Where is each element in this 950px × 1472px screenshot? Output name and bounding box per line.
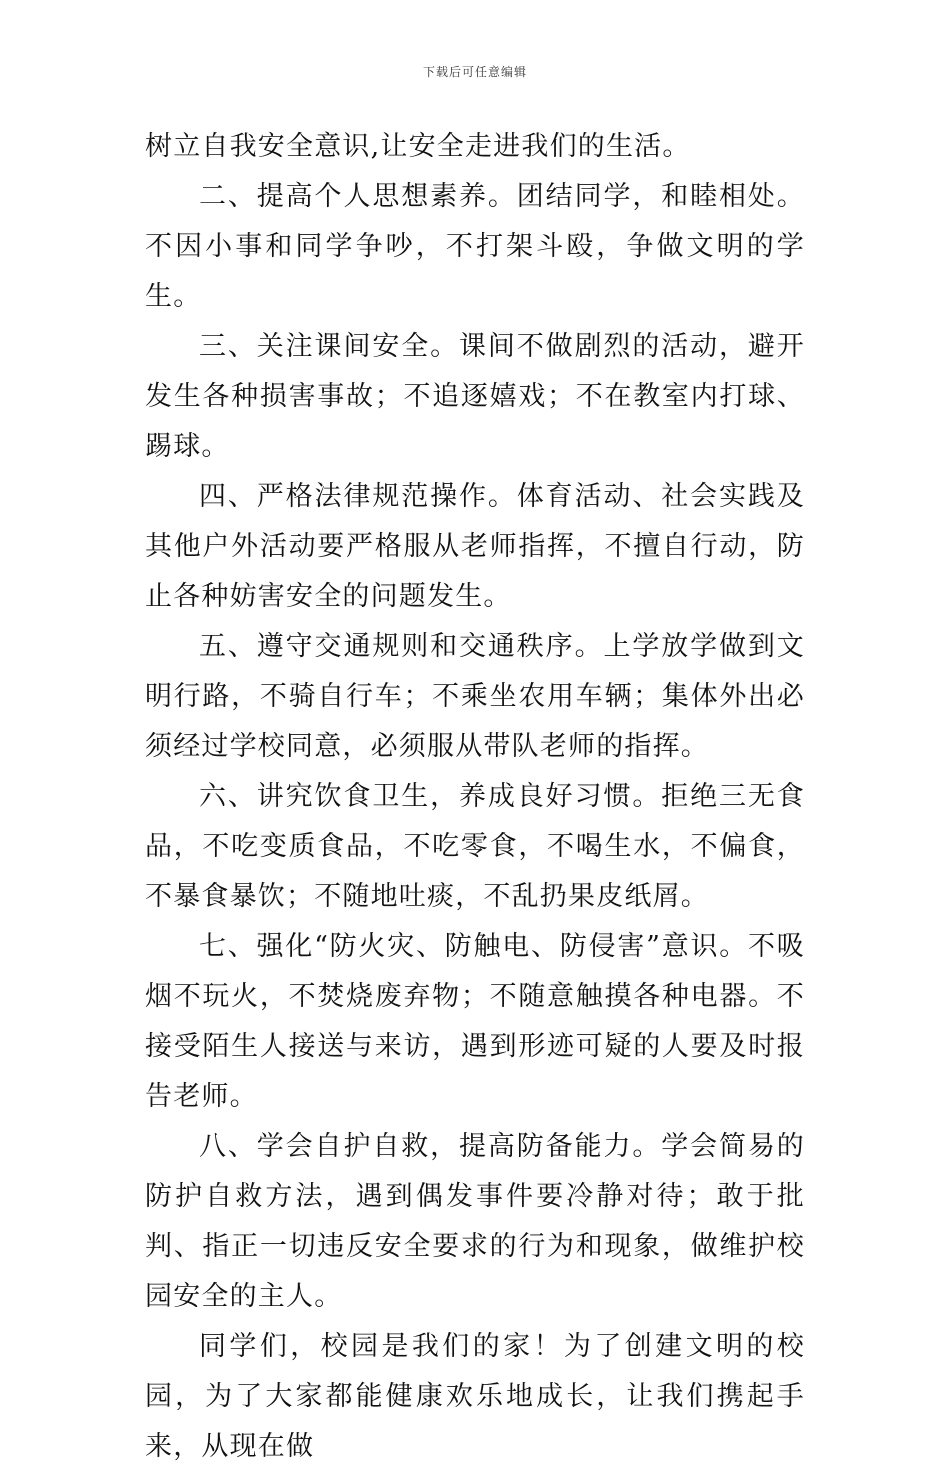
paragraph-item-2: 二、提高个人思想素养。团结同学，和睦相处。不因小事和同学争吵，不打架斗殴，争做文明的学生。 [145, 181, 805, 312]
paragraph-item-7: 七、强化“防火灾、防触电、防侵害”意识。不吸烟不玩火，不焚烧废弃物；不随意触摸各种电器。不接受陌生人接送与来访，遇到形迹可疑的人要及时报告老师。 [145, 931, 805, 1112]
paragraph-item-5: 五、遵守交通规则和交通秩序。上学放学做到文明行路，不骑自行车；不乘坐农用车辆；集体外出必须经过学校同意，必须服从带队老师的指挥。 [145, 631, 805, 762]
paragraph-closing: 同学们，校园是我们的家！为了创建文明的校园，为了大家都能健康欢乐地成长，让我们携起手来，从现在做 [145, 1331, 805, 1462]
paragraph-item-3: 三、关注课间安全。课间不做剧烈的活动，避开发生各种损害事故；不追逐嬉戏；不在教室内打球、踢球。 [145, 331, 805, 462]
page-header-note: 下载后可任意编辑 [422, 65, 527, 79]
paragraph-item-8: 八、学会自护自救，提高防备能力。学会简易的防护自救方法，遇到偶发事件要冷静对待；敢于批判、指正一切违反安全要求的行为和现象，做维护校园安全的主人。 [145, 1131, 805, 1312]
paragraph-item-4: 四、严格法律规范操作。体育活动、社会实践及其他户外活动要严格服从老师指挥，不擅自行动，防止各种妨害安全的问题发生。 [145, 481, 805, 612]
paragraph-continuation: 树立自我安全意识,让安全走进我们的生活。 [145, 131, 691, 162]
document-body [145, 122, 805, 1472]
paragraph-item-6: 六、讲究饮食卫生，养成良好习惯。拒绝三无食品，不吃变质食品，不吃零食，不喝生水，不偏食，不暴食暴饮；不随地吐痰，不乱扔果皮纸屑。 [145, 781, 805, 912]
